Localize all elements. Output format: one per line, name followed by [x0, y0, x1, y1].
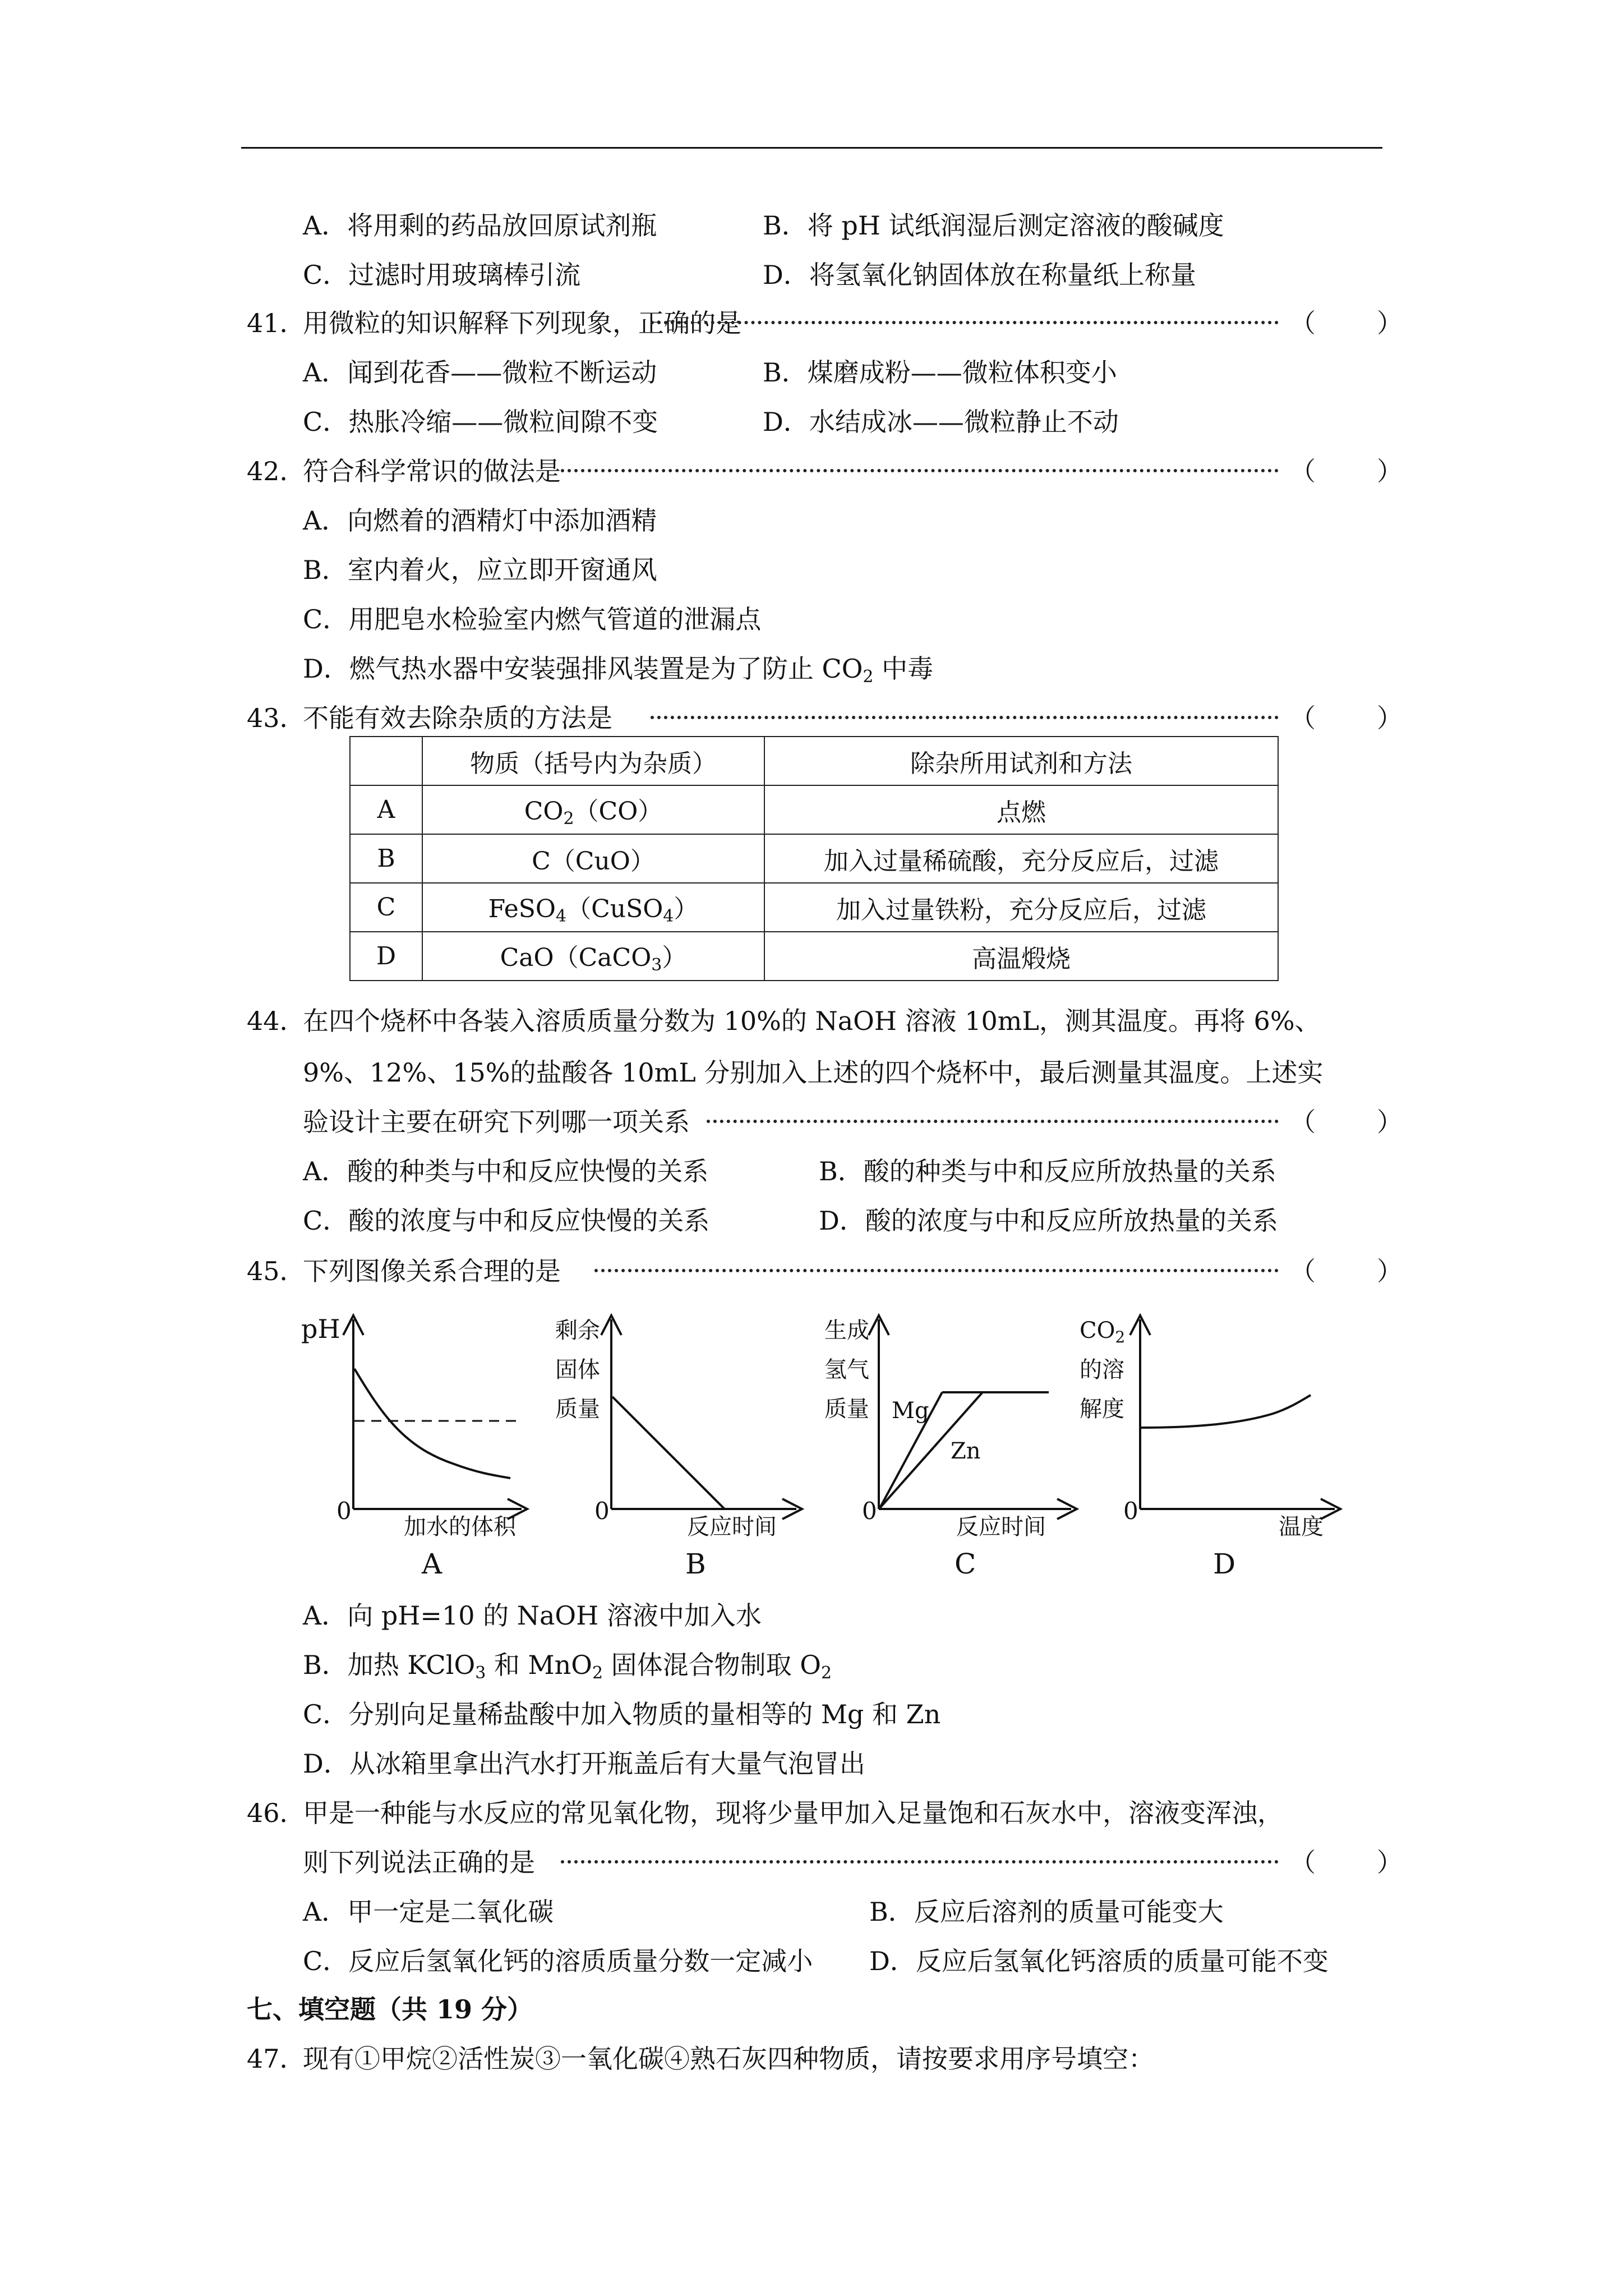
dotted-leader [561, 469, 1279, 472]
question-stem-2: 则下列说法正确的是 [303, 1847, 535, 1878]
formula: （CaCO [554, 944, 652, 972]
origin-label: 0 [862, 1497, 877, 1525]
q40-option-c: C．过滤时用玻璃棒引流 [303, 260, 581, 290]
graph-caption: C [955, 1548, 976, 1580]
origin-label: 0 [336, 1497, 352, 1525]
subscript: 4 [555, 907, 567, 926]
row-substance [422, 834, 764, 883]
dotted-leader [651, 321, 1279, 324]
solubility-curve [1141, 1395, 1311, 1428]
q42-option-c: C．用肥皂水检验室内燃气管道的泄漏点 [303, 604, 762, 634]
question-stem-1: 在四个烧杯中各装入溶质质量分数为 10%的 NaOH 溶液 10mL，测其温度。再将 6%、 [303, 1006, 1321, 1036]
question-number: 45． [247, 1256, 306, 1286]
y-axis-label-1: 剩余 [555, 1318, 600, 1343]
x-axis-label: 温度 [1279, 1514, 1324, 1540]
subscript: 2 [1115, 1328, 1126, 1346]
answer-paren-open: （ [1290, 456, 1316, 486]
graph-caption: B [685, 1548, 706, 1580]
graph-b [555, 1315, 802, 1580]
ph-curve [354, 1369, 510, 1478]
mg-label: Mg [892, 1398, 929, 1424]
mass-line [612, 1397, 725, 1509]
option-text: 中毒 [873, 654, 934, 684]
y-axis-label-2: 的溶 [1080, 1357, 1124, 1383]
graph-caption: D [1213, 1548, 1236, 1580]
answer-paren-close: ） [1377, 456, 1403, 486]
graph-c [824, 1315, 1077, 1580]
formula: （CuO） [550, 846, 655, 876]
formula: ） [674, 895, 699, 923]
y-axis-label-3: 解度 [1080, 1396, 1124, 1422]
row-label: B [350, 834, 422, 883]
question-stem-2: 9%、12%、15%的盐酸各 10mL 分别加入上述的四个烧杯中，最后测量其温度。上述实 [303, 1057, 1324, 1088]
impurity-table [349, 736, 1279, 981]
question-stem: 现有①甲烷②活性炭③一氧化碳④熟石灰四种物质，请按要求用序号填空： [303, 2044, 1154, 2074]
answer-paren-close: ） [1377, 1847, 1403, 1878]
graph-caption: A [422, 1548, 442, 1580]
y-axis-label: pH [301, 1314, 340, 1344]
y-axis-label-1: 生成 [824, 1318, 869, 1343]
q45-option-a: A．向 pH=10 的 NaOH 溶液中加入水 [303, 1600, 762, 1631]
graph-a [301, 1314, 527, 1580]
table-row [350, 883, 1278, 932]
answer-paren-close: ） [1377, 1107, 1403, 1137]
graph-d [1080, 1315, 1340, 1580]
q44-option-c: C．酸的浓度与中和反应快慢的关系 [303, 1205, 710, 1236]
row-method: 加入过量铁粉，充分反应后，过滤 [764, 883, 1278, 932]
option-text: 固体混合物制取 O [603, 1650, 822, 1680]
dotted-leader [594, 1269, 1279, 1272]
question-number: 47． [247, 2044, 306, 2074]
origin-label: 0 [1123, 1497, 1138, 1525]
answer-paren-close: ） [1377, 1256, 1403, 1286]
table-row [350, 785, 1278, 834]
q40-option-a: A．将用剩的药品放回原试剂瓶 [303, 210, 657, 241]
table-header-method: 除杂所用试剂和方法 [764, 737, 1278, 785]
y-axis-label-3: 质量 [555, 1396, 600, 1422]
q45-option-d: D．从冰箱里拿出汽水打开瓶盖后有大量气泡冒出 [303, 1749, 865, 1779]
q46-option-d: D．反应后氢氧化钙溶质的质量可能不变 [869, 1946, 1329, 1976]
q44-option-d: D．酸的浓度与中和反应所放热量的关系 [819, 1205, 1278, 1236]
formula: （CO） [574, 797, 663, 826]
question-stem: 符合科学常识的做法是 [303, 456, 561, 486]
row-method: 点燃 [764, 785, 1278, 834]
q41-option-c: C．热胀冷缩——微粒间隙不变 [303, 407, 658, 437]
question-number: 46． [247, 1798, 306, 1828]
q46-option-a: A．甲一定是二氧化碳 [303, 1897, 554, 1927]
answer-paren-open: （ [1290, 308, 1316, 338]
subscript: 3 [475, 1663, 486, 1683]
subscript: 4 [663, 907, 674, 926]
formula: ） [662, 944, 687, 972]
y-axis-label-2: 氢气 [824, 1357, 869, 1383]
subscript: 2 [821, 1663, 832, 1683]
question-number: 42． [247, 456, 306, 486]
answer-paren-open: （ [1290, 1256, 1316, 1286]
row-label: C [350, 883, 422, 932]
row-method: 高温煅烧 [764, 932, 1278, 981]
question-stem-1: 甲是一种能与水反应的常见氧化物，现将少量甲加入足量饱和石灰水中，溶液变浑浊， [303, 1798, 1283, 1828]
formula: CO [1080, 1318, 1115, 1343]
subscript: 2 [863, 667, 874, 687]
y-axis-label-2: 固体 [555, 1357, 600, 1383]
q45-graphs [0, 1290, 1623, 1604]
option-text: B．加热 KClO [303, 1650, 476, 1680]
row-substance [422, 785, 764, 834]
question-number: 41． [247, 308, 306, 338]
q46-option-b: B．反应后溶剂的质量可能变大 [869, 1897, 1224, 1927]
formula: C [532, 846, 551, 876]
section-heading: 七、填空题（共 19 分） [247, 1994, 533, 2024]
x-axis-label: 加水的体积 [404, 1514, 516, 1540]
subscript: 3 [651, 955, 662, 975]
question-number: 43． [247, 703, 306, 733]
question-number: 44． [247, 1006, 306, 1036]
q40-option-d: D．将氢氧化钠固体放在称量纸上称量 [763, 260, 1196, 290]
x-axis-label: 反应时间 [956, 1514, 1046, 1540]
row-label: D [350, 932, 422, 981]
formula: FeSO [488, 895, 556, 923]
table-header-blank [350, 737, 422, 785]
q41-option-b: B．煤磨成粉——微粒体积变小 [763, 357, 1117, 388]
dotted-leader [707, 1120, 1279, 1123]
subscript: 2 [563, 809, 574, 829]
q45-option-b [303, 1648, 832, 1690]
q42-option-d [303, 652, 933, 694]
y-axis-label-co [1080, 1318, 1125, 1346]
y-axis-label-3: 质量 [824, 1396, 869, 1422]
q40-option-b: B．将 pH 试纸润湿后测定溶液的酸碱度 [763, 210, 1224, 241]
row-method: 加入过量稀硫酸，充分反应后，过滤 [764, 834, 1278, 883]
option-text: D．燃气热水器中安装强排风装置是为了防止 CO [303, 654, 863, 684]
q42-option-b: B．室内着火，应立即开窗通风 [303, 555, 657, 585]
question-stem: 用微粒的知识解释下列现象，正确的是 [303, 308, 741, 338]
x-axis-label: 反应时间 [687, 1514, 777, 1540]
row-substance [422, 883, 764, 932]
q45-option-c: C．分别向足量稀盐酸中加入物质的量相等的 Mg 和 Zn [303, 1699, 941, 1729]
dotted-leader [561, 1860, 1279, 1864]
formula: CO [524, 797, 564, 826]
question-stem: 下列图像关系合理的是 [303, 1256, 561, 1286]
option-text: 和 MnO [486, 1650, 592, 1680]
answer-paren-open: （ [1290, 1847, 1316, 1878]
formula: CaO [500, 944, 554, 972]
row-substance [422, 932, 764, 981]
table-row [350, 834, 1278, 883]
answer-paren-open: （ [1290, 1107, 1316, 1137]
answer-paren-close: ） [1377, 703, 1403, 733]
dotted-leader [651, 716, 1279, 719]
answer-paren-close: ） [1377, 308, 1403, 338]
q41-option-a: A．闻到花香——微粒不断运动 [303, 357, 657, 388]
q44-option-a: A．酸的种类与中和反应快慢的关系 [303, 1156, 709, 1186]
question-stem-3: 验设计主要在研究下列哪一项关系 [303, 1107, 690, 1137]
table-header-row [350, 737, 1278, 785]
table-row [350, 932, 1278, 981]
origin-label: 0 [594, 1497, 610, 1525]
q44-option-b: B．酸的种类与中和反应所放热量的关系 [819, 1156, 1276, 1186]
q42-option-a: A．向燃着的酒精灯中添加酒精 [303, 505, 657, 536]
q41-option-d: D．水结成冰——微粒静止不动 [763, 407, 1119, 437]
header-rule [241, 147, 1382, 149]
table-header-substance: 物质（括号内为杂质） [422, 737, 764, 785]
subscript: 2 [592, 1663, 603, 1683]
question-stem: 不能有效去除杂质的方法是 [303, 703, 612, 733]
zn-label: Zn [951, 1438, 981, 1464]
q46-option-c: C．反应后氢氧化钙的溶质质量分数一定减小 [303, 1946, 813, 1976]
row-label: A [350, 785, 422, 834]
answer-paren-open: （ [1290, 703, 1316, 733]
formula: （CuSO [566, 895, 663, 923]
